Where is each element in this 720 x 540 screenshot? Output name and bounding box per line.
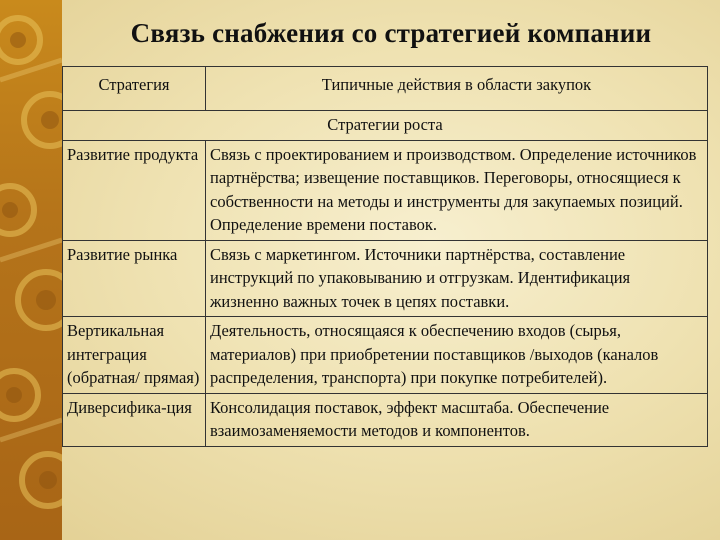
strategy-cell: Развитие рынка [63, 240, 206, 317]
strategy-cell: Развитие продукта [63, 140, 206, 240]
table-header-row [63, 67, 708, 111]
page-title: Связь снабжения со стратегией компании [130, 18, 652, 48]
gears-icon [0, 0, 62, 540]
actions-cell: Связь с маркетингом. Источники партнёрства, составление инструкций по упаковыванию и отгрузкам. Идентификация жизненно важных точек в цепях поставки. [206, 240, 708, 317]
decorative-gear-strip [0, 0, 62, 540]
strategy-cell: Вертикальная интеграция (обратная/ прямая) [63, 317, 206, 394]
section-label: Стратегии роста [63, 111, 708, 141]
actions-cell: Консолидация поставок, эффект масштаба. Обеспечение взаимозаменяемости методов и компонентов. [206, 393, 708, 446]
header-strategy: Стратегия [63, 67, 206, 111]
header-actions: Типичные действия в области закупок [206, 67, 708, 111]
strategy-cell: Диверсифика-ция [63, 393, 206, 446]
actions-cell: Связь с проектированием и производством. Определение источников партнёрства; извещение поставщиков. Переговоры, относящиеся к собственности на методы и инструменты для закупаемых позиций. Определение времени поставок. [206, 140, 708, 240]
table-row [63, 240, 708, 317]
table-row [63, 317, 708, 394]
section-row [63, 111, 708, 141]
table-row [63, 140, 708, 240]
strategy-table [62, 66, 708, 447]
table-row [63, 393, 708, 446]
actions-cell: Деятельность, относящаяся к обеспечению входов (сырья, материалов) при приобретении поставщиков /выходов (каналов распределения, транспорта) при покупке потребителей). [206, 317, 708, 394]
